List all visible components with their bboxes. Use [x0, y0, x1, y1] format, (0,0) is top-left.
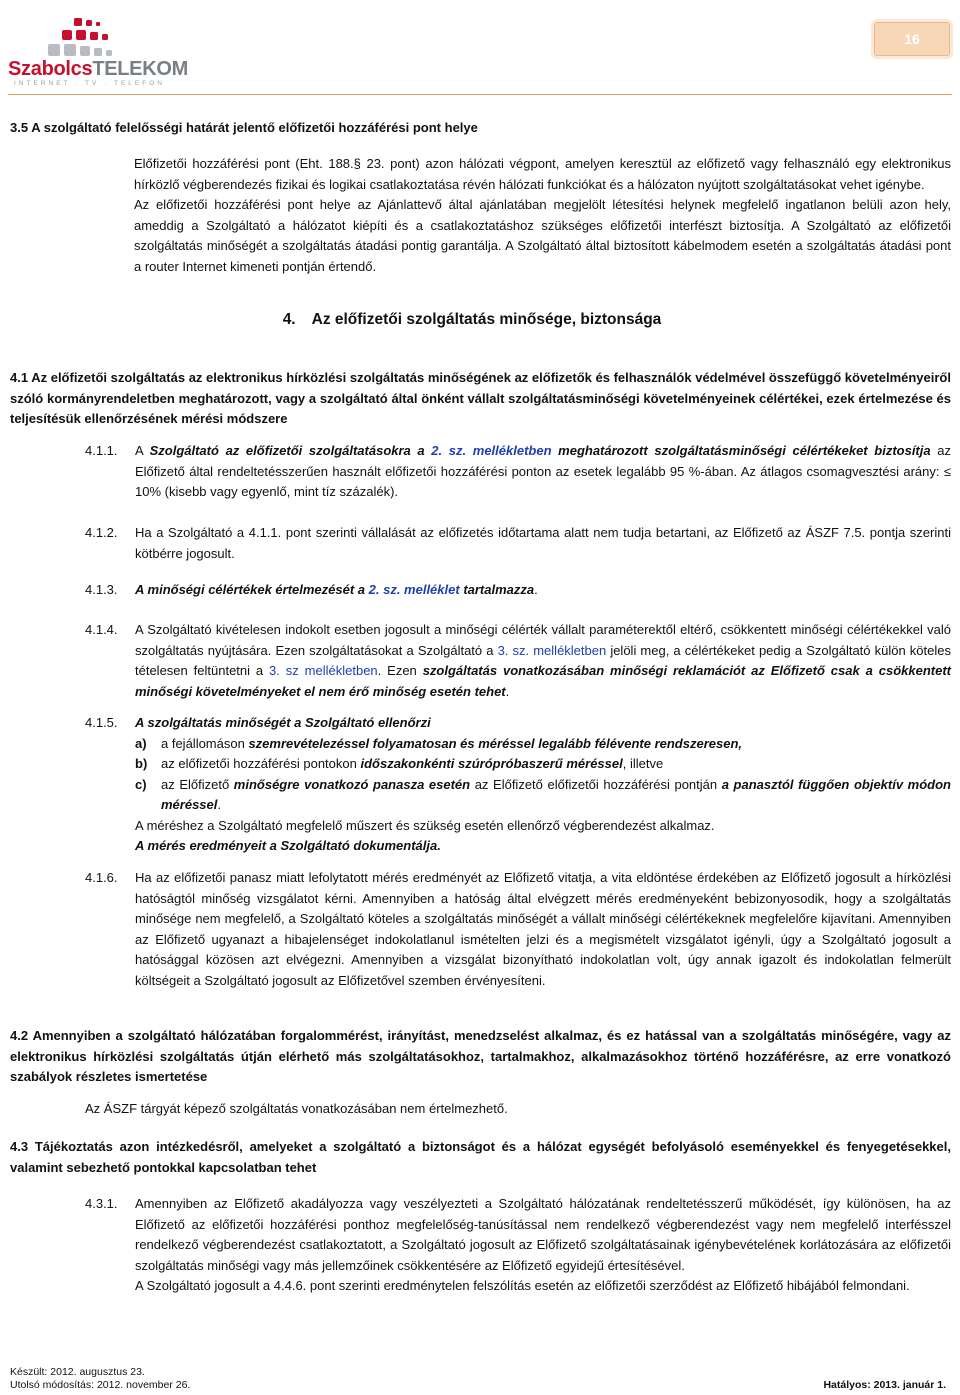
text-run: . [505, 683, 510, 699]
logo-tagline: INTERNET · TV · TELEFON [14, 80, 165, 87]
text-run: A [135, 443, 150, 458]
logo-mark-icon [8, 8, 178, 58]
section-4-2-heading: 4.2 Amennyiben a szolgáltató hálózatában forgalommérést, irányítást, menedzselést alkalmaz, és ez hatással van a szolgáltatás minőségére, vagy az elektronikus hírközlési szolgáltatás útján elérhető más szolgáltatásokhoz, tartalmakhoz, alkalmazásokhoz történő hozzáférésre, az erre vonatkozó szabályok részletes ismertetése [10, 1028, 951, 1084]
text-run: időszakonkénti szúrópróbaszerű méréssel [360, 756, 623, 771]
item-title: A szolgáltatás minőségét a Szolgáltató ellenőrzi [135, 715, 431, 730]
item-4-1-5 [85, 713, 951, 857]
company-logo [8, 8, 188, 88]
chapter-4-number: 4. [282, 311, 296, 328]
text-run: szolgáltatás vonatkozásában minőségi reklamációt az Előfizető csak a csökkentett minőségi követelményeket el nem érő minőség esetén tehet [135, 663, 951, 699]
section-4-2-text: Az ÁSZF tárgyát képező szolgáltatás vonatkozásában nem értelmezhető. [85, 1101, 508, 1116]
item-number: 4.1.5. [85, 715, 118, 730]
item-4-1-6 [85, 868, 951, 991]
chapter-4-title [0, 310, 960, 331]
item-number: 4.1.4. [85, 622, 118, 637]
text-run: az Előfizető [161, 776, 234, 792]
item-number: 4.1.3. [85, 582, 118, 597]
annex-2-reference[interactable]: 2. sz. mellékletben [431, 443, 552, 458]
effective-date: Hatályos: 2013. január 1. [823, 1379, 946, 1391]
created-date: Készült: 2012. augusztus 23. [10, 1366, 145, 1378]
page-number: 16 [874, 22, 950, 56]
text-run: tartalmazza [459, 582, 535, 597]
text-run: a fejállomáson [161, 735, 249, 751]
text-run: az Előfizető által rendeltetésszerűen használt előfizetői hozzáférési ponton az esetek legalább 95 %-ában. Az átlagos csomagvesztési arány: ≤ 10% (kisebb vagy egyenlő, mint tíz százalék). [135, 443, 951, 499]
text-run: . Ezen [377, 663, 423, 678]
text-run: . [217, 797, 222, 812]
text-run: minőségre vonatkozó panasza esetén [233, 776, 471, 792]
list-item-a [135, 734, 951, 755]
item-4-1-3 [85, 580, 951, 601]
chapter-4-title-text: Az előfizetői szolgáltatás minősége, biztonsága [311, 311, 662, 328]
section-4-1-heading: 4.1 Az előfizetői szolgáltatás az elektronikus hírközlési szolgáltatás minőségének az előfizetők és felhasználók védelmével összefüggő követelményeiről szóló kormányrendeletben meghatározott, vagy a szolgáltató által önként vállalt szolgáltatásminőségi követelményeinek célértékei, ezek értelmezése és teljesítésük ellenőrzésének mérési módszere [10, 370, 951, 426]
text-run: az előfizetői hozzáférési pontokon [161, 756, 361, 771]
section-3-5-heading: 3.5 A szolgáltató felelősségi határát jelentő előfizetői hozzáférési pont helye [10, 120, 478, 135]
section-4-3-heading: 4.3 Tájékoztatás azon intézkedésről, amelyeket a szolgáltató a biztonságot és a hálózat egységét befolyásoló eseményekkel és fenyegetésekkel, valamint sebezhető pontokkal kapcsolatban tehet [10, 1139, 951, 1175]
item-text: Ha az előfizetői panasz miatt lefolytatott mérés eredményét az Előfizető vitatja, a vita eldöntése érdekében az Előfizető jogosult a hírközlési hatóságtól minőség vizsgálatot kérni. Amennyiben a hatóság által elvégzett mérés eredményeként bebizonyosodik, hogy a szolgáltatás minősége nem megfelelő, a Szolgáltató köteles a szolgáltatás minőségét a vállalt minőségi célértékeknek megfelelőre kijavítani. Amennyiben az Előfizető ugyanazt a hibajelenséget indokolatlanul ismételten jelzi és a megismételt vizsgálatot igényli, úgy a Szolgáltató jogosult a hatósággal közösen azt elvégezni. Amennyiben a vizsgálat bizonyítható indokolatlan volt, úgy annak igazolt és indokolatlan felmerült költségeit a Szolgáltató jogosult az Előfizetővel szemben érvényesíteni. [135, 870, 951, 988]
item-paragraph: Amennyiben az Előfizető akadályozza vagy veszélyezteti a Szolgáltató hálózatának rendeltetésszerű működését, így különösen, ha az Előfizető az előfizetői hozzáférési ponthoz megfelelőség-tanúsítással nem rendelkező végberendezést vagy nem megfelelő interfésszel rendelkező végberendezést csatlakoztatott, a Szolgáltató jogosult az Előfizető szolgáltatásainak igénybevételének korlátozására az előfizetői szolgáltatás minőségi vagy más jellemzőinek csökkentésére az Előfizető egyidejű értesítésével. [135, 1196, 951, 1273]
section-3-5-paragraph-2: Az előfizetői hozzáférési pont helye az Ajánlattevő által ajánlatában megjelölt létesítési helynek megfelelő ingatlanon belüli azon hely, ameddig a Szolgáltató a hálózatot kiépíti és a csatlakoztatáshoz szükséges előfizetői interfészt biztosítja. A Szolgáltató az előfizetői szolgáltatás minőségét a szolgáltatás átadási pontig garantálja. A Szolgáltató által biztosított kábelmodem esetén a szolgáltatás átadási pont a router Internet kimeneti pontján értendő. [134, 197, 951, 274]
item-paragraph: A mérés eredményeit a Szolgáltató dokumentálja. [135, 838, 441, 853]
text-run: A Szolgáltató kivételesen indokolt esetben jogosult a minőségi célérték vállalt paraméterektől eltérő, csökkentett minőségi célértékekkel való szolgáltatás nyújtására. Ezen szolgáltatásokat a Szolgáltató a [135, 622, 951, 658]
text-run: szemrevételezéssel folyamatosan és méréssel legalább félévente rendszeresen, [248, 735, 742, 751]
item-text: Ha a Szolgáltató a 4.1.1. pont szerinti vállalását az előfizetés időtartama alatt nem tudja betartani, az Előfizető az ÁSZF 7.5. pontja szerinti kötbérre jogosult. [135, 525, 951, 561]
text-run: jelöli meg, a célértékeket pedig a Szolgáltató külön köteles tételesen feltüntetni a [135, 642, 951, 678]
annex-2-reference[interactable]: 2. sz. melléklet [368, 582, 460, 597]
text-run: , illetve [622, 756, 664, 771]
logo-wordmark: SzabolcsTELEKOM [8, 58, 188, 80]
text-run: Szolgáltató az előfizetői szolgáltatásokra a [149, 443, 432, 458]
item-number: 4.1.6. [85, 870, 118, 885]
item-paragraph: A Szolgáltató jogosult a 4.4.6. pont szerinti eredménytelen felszólítás esetén az előfizetői szerződést az Előfizető hibájából felmondani. [135, 1278, 910, 1293]
section-3-5-paragraph-1: Előfizetői hozzáférési pont (Eht. 188.§ 23. pont) azon hálózati végpont, amelyen keresztül az előfizető vagy felhasználó egy elektronikus hírközlő végberendezés fizikai és logikai csatlakoztatása révén hálózati funkciókat és a hálózaton nyújtott szolgáltatásokat vehet igénybe. [134, 156, 951, 192]
item-4-1-1 [85, 441, 951, 503]
text-run: az Előfizető előfizetői hozzáférési pontján [470, 776, 722, 792]
item-4-3-1 [85, 1194, 951, 1297]
item-4-1-2 [85, 523, 951, 564]
list-item-c [135, 775, 951, 816]
list-label: c) [135, 776, 147, 792]
footer-dates [10, 1366, 190, 1392]
annex-3-reference[interactable]: 3. sz. mellékletben [497, 642, 607, 658]
modified-date: Utolsó módosítás: 2012. november 26. [10, 1379, 191, 1391]
item-number: 4.1.1. [85, 443, 118, 458]
list-item-b [135, 754, 951, 775]
text-run: A minőségi célértékek értelmezését a [135, 582, 369, 597]
item-number: 4.1.2. [85, 525, 118, 540]
header-divider [8, 94, 952, 95]
item-paragraph: A méréshez a Szolgáltató megfelelő műszert és szükség esetén ellenőrző végberendezést alkalmaz. [135, 817, 715, 833]
item-number: 4.3.1. [85, 1196, 118, 1211]
text-run: a panasztól függően objektív módon méréssel [161, 776, 951, 812]
list-label: b) [135, 756, 148, 771]
list-label: a) [135, 735, 147, 751]
text-run: meghatározott szolgáltatásminőségi célértékeket biztosítja [551, 443, 931, 458]
annex-3-reference[interactable]: 3. sz mellékletben [269, 663, 378, 678]
text-run: . [534, 582, 538, 597]
item-4-1-4 [85, 620, 951, 702]
